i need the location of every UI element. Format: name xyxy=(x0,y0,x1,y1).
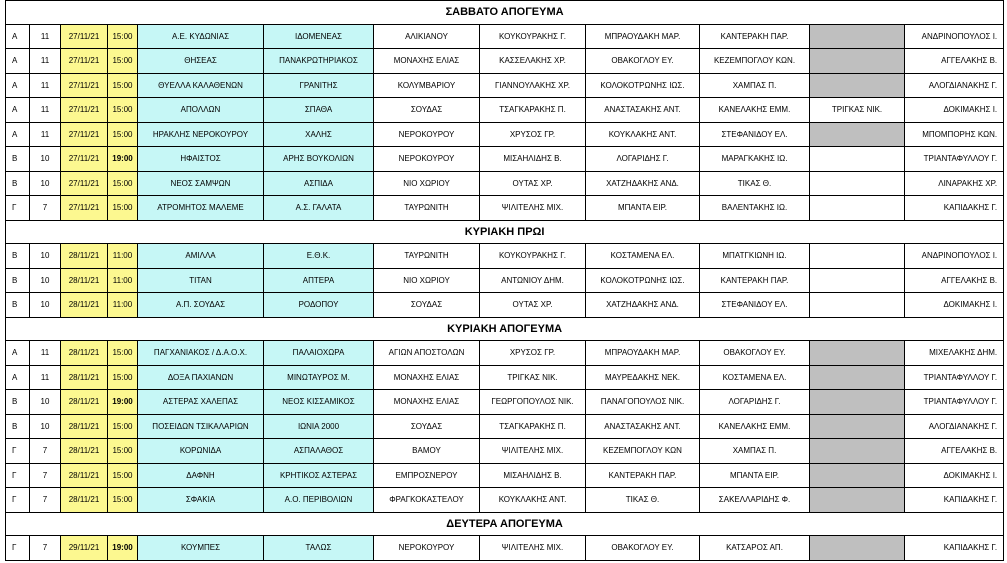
age-cell: 10 xyxy=(30,268,61,293)
division-cell: Γ xyxy=(6,536,30,561)
referee-cell: ΜΙΣΑΗΛΙΔΗΣ Β. xyxy=(480,147,586,172)
away-team-cell: ΑΠΤΕΡΑ xyxy=(264,268,374,293)
match-row xyxy=(6,171,1004,196)
assistant-2-cell: ΛΟΓΑΡΙΔΗΣ Γ. xyxy=(700,390,810,415)
match-row xyxy=(6,196,1004,221)
referee-cell: ΤΡΙΓΚΑΣ ΝΙΚ. xyxy=(480,365,586,390)
date-cell: 27/11/21 xyxy=(61,49,108,74)
time-cell: 15:00 xyxy=(108,49,138,74)
observer-cell: ΜΠΟΜΠΟΡΗΣ ΚΩΝ. xyxy=(905,122,1004,147)
division-cell: Α xyxy=(6,73,30,98)
assistant-2-cell: ΚΟΣΤΑΜΕΝΑ ΕΛ. xyxy=(700,365,810,390)
fourth-official-cell xyxy=(810,147,905,172)
assistant-2-cell: ΚΑΤΣΑΡΟΣ ΑΠ. xyxy=(700,536,810,561)
division-cell: Β xyxy=(6,293,30,318)
time-cell: 19:00 xyxy=(108,536,138,561)
age-cell: 7 xyxy=(30,463,61,488)
home-team-cell: ΚΟΥΜΠΕΣ xyxy=(138,536,264,561)
time-cell: 15:00 xyxy=(108,414,138,439)
fourth-official-cell xyxy=(810,49,905,74)
age-cell: 7 xyxy=(30,196,61,221)
home-team-cell: ΑΜΙΛΛΑ xyxy=(138,244,264,269)
match-row xyxy=(6,244,1004,269)
fourth-official-cell xyxy=(810,439,905,464)
assistant-1-cell: ΧΑΤΖΗΔΑΚΗΣ ΑΝΔ. xyxy=(586,171,700,196)
observer-cell: ΑΛΟΓΔΙΑΝΑΚΗΣ Γ. xyxy=(905,73,1004,98)
fourth-official-cell xyxy=(810,293,905,318)
assistant-2-cell: ΣΑΚΕΛΛΑΡΙΔΗΣ Φ. xyxy=(700,488,810,513)
observer-cell: ΔΟΚΙΜΑΚΗΣ Ι. xyxy=(905,98,1004,123)
age-cell: 11 xyxy=(30,24,61,49)
division-cell: Γ xyxy=(6,439,30,464)
time-cell: 15:00 xyxy=(108,24,138,49)
assistant-1-cell: ΜΠΡΑΟΥΔΑΚΗ ΜΑΡ. xyxy=(586,341,700,366)
match-row xyxy=(6,341,1004,366)
assistant-2-cell: ΚΑΝΤΕΡΑΚΗ ΠΑΡ. xyxy=(700,24,810,49)
venue-cell: ΝΕΡΟΚΟΥΡΟΥ xyxy=(374,147,480,172)
observer-cell: ΚΑΠΙΔΑΚΗΣ Γ. xyxy=(905,196,1004,221)
division-cell: Α xyxy=(6,24,30,49)
fourth-official-cell xyxy=(810,196,905,221)
observer-cell: ΑΓΓΕΛΑΚΗΣ Β. xyxy=(905,268,1004,293)
age-cell: 10 xyxy=(30,293,61,318)
away-team-cell: ΙΔΟΜΕΝΕΑΣ xyxy=(264,24,374,49)
referee-cell: ΚΟΥΚΟΥΡΑΚΗΣ Γ. xyxy=(480,244,586,269)
assistant-1-cell: ΚΕΖΕΜΠΟΓΛΟΥ ΚΩΝ xyxy=(586,439,700,464)
away-team-cell: Α.Ο. ΠΕΡΙΒΟΛΙΩΝ xyxy=(264,488,374,513)
referee-cell: ΚΟΥΚΟΥΡΑΚΗΣ Γ. xyxy=(480,24,586,49)
match-row xyxy=(6,439,1004,464)
assistant-2-cell: ΧΑΜΠΑΣ Π. xyxy=(700,439,810,464)
time-cell: 19:00 xyxy=(108,390,138,415)
assistant-1-cell: ΛΟΓΑΡΙΔΗΣ Γ. xyxy=(586,147,700,172)
venue-cell: ΦΡΑΓΚΟΚΑΣΤΕΛΟΥ xyxy=(374,488,480,513)
section-header-row xyxy=(6,220,1004,244)
division-cell: Β xyxy=(6,390,30,415)
venue-cell: ΤΑΥΡΩΝΙΤΗ xyxy=(374,196,480,221)
referee-cell: ΟΥΤΑΣ ΧΡ. xyxy=(480,293,586,318)
assistant-2-cell: ΜΠΑΝΤΑ ΕΙΡ. xyxy=(700,463,810,488)
assistant-1-cell: ΜΑΥΡΕΔΑΚΗΣ ΝΕΚ. xyxy=(586,365,700,390)
assistant-2-cell: ΒΑΛΕΝΤΑΚΗΣ ΙΩ. xyxy=(700,196,810,221)
away-team-cell: ΓΡΑΝΙΤΗΣ xyxy=(264,73,374,98)
date-cell: 27/11/21 xyxy=(61,196,108,221)
assistant-2-cell: ΜΑΡΑΓΚΑΚΗΣ ΙΩ. xyxy=(700,147,810,172)
section-title: ΚΥΡΙΑΚΗ ΑΠΟΓΕΥΜΑ xyxy=(6,317,1004,341)
fourth-official-cell xyxy=(810,488,905,513)
assistant-1-cell: ΟΒΑΚΟΓΛΟΥ ΕΥ. xyxy=(586,49,700,74)
assistant-2-cell: ΜΠΑΤΓΚΙΩΝΗ ΙΩ. xyxy=(700,244,810,269)
assistant-2-cell: ΧΑΜΠΑΣ Π. xyxy=(700,73,810,98)
date-cell: 27/11/21 xyxy=(61,122,108,147)
referee-cell: ΓΕΩΡΓΟΠΟΥΛΟΣ ΝΙΚ. xyxy=(480,390,586,415)
fourth-official-cell xyxy=(810,390,905,415)
observer-cell: ΤΡΙΑΝΤΑΦΥΛΛΟΥ Γ. xyxy=(905,147,1004,172)
referee-cell: ΚΟΥΚΛΑΚΗΣ ΑΝΤ. xyxy=(480,488,586,513)
date-cell: 28/11/21 xyxy=(61,463,108,488)
assistant-1-cell: ΑΝΑΣΤΑΣΑΚΗΣ ΑΝΤ. xyxy=(586,414,700,439)
match-row xyxy=(6,24,1004,49)
match-row xyxy=(6,536,1004,561)
date-cell: 28/11/21 xyxy=(61,414,108,439)
venue-cell: ΝΙΟ ΧΩΡΙΟΥ xyxy=(374,171,480,196)
away-team-cell: Α.Σ. ΓΑΛΑΤΑ xyxy=(264,196,374,221)
referee-cell: ΨΙΛΙΤΕΛΗΣ ΜΙΧ. xyxy=(480,439,586,464)
age-cell: 10 xyxy=(30,414,61,439)
home-team-cell: ΗΡΑΚΛΗΣ ΝΕΡΟΚΟΥΡΟΥ xyxy=(138,122,264,147)
time-cell: 15:00 xyxy=(108,365,138,390)
away-team-cell: ΙΩΝΙΑ 2000 xyxy=(264,414,374,439)
observer-cell: ΑΝΔΡΙΝΟΠΟΥΛΟΣ Ι. xyxy=(905,244,1004,269)
date-cell: 28/11/21 xyxy=(61,390,108,415)
venue-cell: ΜΟΝΑΧΗΣ ΕΛΙΑΣ xyxy=(374,365,480,390)
fourth-official-cell xyxy=(810,244,905,269)
venue-cell: ΤΑΥΡΩΝΙΤΗ xyxy=(374,244,480,269)
observer-cell: ΔΟΚΙΜΑΚΗΣ Ι. xyxy=(905,463,1004,488)
home-team-cell: Α.Ε. ΚΥΔΩΝΙΑΣ xyxy=(138,24,264,49)
venue-cell: ΜΟΝΑΧΗΣ ΕΛΙΑΣ xyxy=(374,390,480,415)
home-team-cell: ΗΦΑΙΣΤΟΣ xyxy=(138,147,264,172)
assistant-1-cell: ΑΝΑΣΤΑΣΑΚΗΣ ΑΝΤ. xyxy=(586,98,700,123)
time-cell: 11:00 xyxy=(108,293,138,318)
assistant-2-cell: ΣΤΕΦΑΝΙΔΟΥ ΕΛ. xyxy=(700,122,810,147)
away-team-cell: ΑΡΗΣ ΒΟΥΚΟΛΙΩΝ xyxy=(264,147,374,172)
observer-cell: ΑΝΔΡΙΝΟΠΟΥΛΟΣ Ι. xyxy=(905,24,1004,49)
date-cell: 28/11/21 xyxy=(61,439,108,464)
time-cell: 15:00 xyxy=(108,171,138,196)
referee-cell: ΧΡΥΣΟΣ ΓΡ. xyxy=(480,341,586,366)
time-cell: 15:00 xyxy=(108,341,138,366)
venue-cell: ΜΟΝΑΧΗΣ ΕΛΙΑΣ xyxy=(374,49,480,74)
time-cell: 15:00 xyxy=(108,439,138,464)
home-team-cell: ΑΠΟΛΛΩΝ xyxy=(138,98,264,123)
assistant-2-cell: ΟΒΑΚΟΓΛΟΥ ΕΥ. xyxy=(700,341,810,366)
home-team-cell: ΝΕΟΣ ΣΑΜΨΩΝ xyxy=(138,171,264,196)
away-team-cell: ΤΑΛΩΣ xyxy=(264,536,374,561)
date-cell: 27/11/21 xyxy=(61,171,108,196)
referee-cell: ΤΣΑΓΚΑΡΑΚΗΣ Π. xyxy=(480,414,586,439)
venue-cell: ΕΜΠΡΟΣΝΕΡΟΥ xyxy=(374,463,480,488)
match-row xyxy=(6,49,1004,74)
observer-cell: ΜΙΧΕΛΑΚΗΣ ΔΗΜ. xyxy=(905,341,1004,366)
match-row xyxy=(6,463,1004,488)
time-cell: 15:00 xyxy=(108,98,138,123)
referee-cell: ΨΙΛΙΤΕΛΗΣ ΜΙΧ. xyxy=(480,196,586,221)
home-team-cell: ΣΦΑΚΙΑ xyxy=(138,488,264,513)
assistant-1-cell: ΤΙΚΑΣ Θ. xyxy=(586,488,700,513)
home-team-cell: ΠΟΣΕΙΔΩΝ ΤΣΙΚΑΛΑΡΙΩΝ xyxy=(138,414,264,439)
time-cell: 15:00 xyxy=(108,73,138,98)
date-cell: 28/11/21 xyxy=(61,341,108,366)
assistant-1-cell: ΚΟΛΟΚΟΤΡΩΝΗΣ ΙΩΣ. xyxy=(586,73,700,98)
venue-cell: ΣΟΥΔΑΣ xyxy=(374,293,480,318)
date-cell: 27/11/21 xyxy=(61,24,108,49)
venue-cell: ΝΙΟ ΧΩΡΙΟΥ xyxy=(374,268,480,293)
match-row xyxy=(6,122,1004,147)
section-header-row xyxy=(6,1,1004,25)
assistant-2-cell: ΚΑΝΕΛΑΚΗΣ ΕΜΜ. xyxy=(700,414,810,439)
date-cell: 28/11/21 xyxy=(61,244,108,269)
section-title: ΣΑΒΒΑΤΟ ΑΠΟΓΕΥΜΑ xyxy=(6,1,1004,25)
division-cell: Β xyxy=(6,171,30,196)
home-team-cell: Α.Π. ΣΟΥΔΑΣ xyxy=(138,293,264,318)
observer-cell: ΑΓΓΕΛΑΚΗΣ Β. xyxy=(905,49,1004,74)
time-cell: 15:00 xyxy=(108,488,138,513)
match-row xyxy=(6,147,1004,172)
away-team-cell: ΚΡΗΤΙΚΟΣ ΑΣΤΕΡΑΣ xyxy=(264,463,374,488)
schedule-body xyxy=(6,1,1004,561)
away-team-cell: ΧΑΛΗΣ xyxy=(264,122,374,147)
division-cell: Α xyxy=(6,122,30,147)
away-team-cell: ΠΑΝΑΚΡΩΤΗΡΙΑΚΟΣ xyxy=(264,49,374,74)
section-title: ΚΥΡΙΑΚΗ ΠΡΩΙ xyxy=(6,220,1004,244)
assistant-2-cell: ΚΕΖΕΜΠΟΓΛΟΥ ΚΩΝ. xyxy=(700,49,810,74)
fourth-official-cell xyxy=(810,341,905,366)
home-team-cell: ΑΣΤΕΡΑΣ ΧΑΛΕΠΑΣ xyxy=(138,390,264,415)
fourth-official-cell: ΤΡΙΓΚΑΣ ΝΙΚ. xyxy=(810,98,905,123)
assistant-2-cell: ΚΑΝΤΕΡΑΚΗ ΠΑΡ. xyxy=(700,268,810,293)
match-row xyxy=(6,293,1004,318)
time-cell: 11:00 xyxy=(108,244,138,269)
fourth-official-cell xyxy=(810,122,905,147)
age-cell: 11 xyxy=(30,365,61,390)
home-team-cell: ΔΟΞΑ ΠΑΧΙΑΝΩΝ xyxy=(138,365,264,390)
fourth-official-cell xyxy=(810,414,905,439)
observer-cell: ΤΡΙΑΝΤΑΦΥΛΛΟΥ Γ. xyxy=(905,365,1004,390)
venue-cell: ΣΟΥΔΑΣ xyxy=(374,414,480,439)
division-cell: Β xyxy=(6,147,30,172)
observer-cell: ΛΙΝΑΡΑΚΗΣ ΧΡ. xyxy=(905,171,1004,196)
age-cell: 11 xyxy=(30,98,61,123)
match-row xyxy=(6,414,1004,439)
fourth-official-cell xyxy=(810,365,905,390)
match-row xyxy=(6,390,1004,415)
away-team-cell: ΣΠΑΘΑ xyxy=(264,98,374,123)
time-cell: 15:00 xyxy=(108,196,138,221)
match-row xyxy=(6,488,1004,513)
assistant-1-cell: ΟΒΑΚΟΓΛΟΥ ΕΥ. xyxy=(586,536,700,561)
home-team-cell: ΚΟΡΩΝΙΔΑ xyxy=(138,439,264,464)
observer-cell: ΚΑΠΙΔΑΚΗΣ Γ. xyxy=(905,488,1004,513)
match-row xyxy=(6,73,1004,98)
division-cell: Γ xyxy=(6,463,30,488)
referee-cell: ΚΑΣΣΕΛΑΚΗΣ ΧΡ. xyxy=(480,49,586,74)
section-header-row xyxy=(6,317,1004,341)
referee-cell: ΤΣΑΓΚΑΡΑΚΗΣ Π. xyxy=(480,98,586,123)
away-team-cell: ΜΙΝΩΤΑΥΡΟΣ Μ. xyxy=(264,365,374,390)
assistant-1-cell: ΜΠΡΑΟΥΔΑΚΗ ΜΑΡ. xyxy=(586,24,700,49)
assistant-1-cell: ΚΟΣΤΑΜΕΝΑ ΕΛ. xyxy=(586,244,700,269)
date-cell: 28/11/21 xyxy=(61,365,108,390)
section-title: ΔΕΥΤΕΡΑ ΑΠΟΓΕΥΜΑ xyxy=(6,512,1004,536)
observer-cell: ΑΛΟΓΔΙΑΝΑΚΗΣ Γ. xyxy=(905,414,1004,439)
age-cell: 10 xyxy=(30,171,61,196)
schedule-table xyxy=(5,0,1004,561)
assistant-2-cell: ΤΙΚΑΣ Θ. xyxy=(700,171,810,196)
assistant-1-cell: ΚΑΝΤΕΡΑΚΗ ΠΑΡ. xyxy=(586,463,700,488)
home-team-cell: ΘΥΕΛΛΑ ΚΑΛΑΘΕΝΩΝ xyxy=(138,73,264,98)
away-team-cell: ΝΕΟΣ ΚΙΣΣΑΜΙΚΟΣ xyxy=(264,390,374,415)
away-team-cell: ΑΣΠΙΔΑ xyxy=(264,171,374,196)
referee-cell: ΟΥΤΑΣ ΧΡ. xyxy=(480,171,586,196)
away-team-cell: Ε.Θ.Κ. xyxy=(264,244,374,269)
age-cell: 11 xyxy=(30,341,61,366)
age-cell: 10 xyxy=(30,390,61,415)
date-cell: 27/11/21 xyxy=(61,147,108,172)
age-cell: 7 xyxy=(30,439,61,464)
age-cell: 11 xyxy=(30,122,61,147)
fourth-official-cell xyxy=(810,268,905,293)
division-cell: Β xyxy=(6,414,30,439)
fourth-official-cell xyxy=(810,73,905,98)
venue-cell: ΒΑΜΟΥ xyxy=(374,439,480,464)
observer-cell: ΔΟΚΙΜΑΚΗΣ Ι. xyxy=(905,293,1004,318)
venue-cell: ΝΕΡΟΚΟΥΡΟΥ xyxy=(374,122,480,147)
date-cell: 27/11/21 xyxy=(61,98,108,123)
away-team-cell: ΡΟΔΟΠΟΥ xyxy=(264,293,374,318)
venue-cell: ΑΓΙΩΝ ΑΠΟΣΤΟΛΩΝ xyxy=(374,341,480,366)
assistant-2-cell: ΣΤΕΦΑΝΙΔΟΥ ΕΛ. xyxy=(700,293,810,318)
venue-cell: ΝΕΡΟΚΟΥΡΟΥ xyxy=(374,536,480,561)
fourth-official-cell xyxy=(810,536,905,561)
age-cell: 10 xyxy=(30,147,61,172)
referee-cell: ΓΙΑΝΝΟΥΛΑΚΗΣ ΧΡ. xyxy=(480,73,586,98)
referee-cell: ΜΙΣΑΗΛΙΔΗΣ Β. xyxy=(480,463,586,488)
division-cell: Α xyxy=(6,341,30,366)
section-header-row xyxy=(6,512,1004,536)
observer-cell: ΚΑΠΙΔΑΚΗΣ Γ. xyxy=(905,536,1004,561)
division-cell: Β xyxy=(6,268,30,293)
age-cell: 7 xyxy=(30,488,61,513)
time-cell: 11:00 xyxy=(108,268,138,293)
away-team-cell: ΑΣΠΑΛΑΘΟΣ xyxy=(264,439,374,464)
date-cell: 28/11/21 xyxy=(61,488,108,513)
assistant-1-cell: ΜΠΑΝΤΑ ΕΙΡ. xyxy=(586,196,700,221)
venue-cell: ΣΟΥΔΑΣ xyxy=(374,98,480,123)
assistant-1-cell: ΚΟΛΟΚΟΤΡΩΝΗΣ ΙΩΣ. xyxy=(586,268,700,293)
away-team-cell: ΠΑΛΑΙΟΧΩΡΑ xyxy=(264,341,374,366)
fourth-official-cell xyxy=(810,463,905,488)
date-cell: 28/11/21 xyxy=(61,293,108,318)
date-cell: 28/11/21 xyxy=(61,268,108,293)
age-cell: 11 xyxy=(30,73,61,98)
division-cell: Γ xyxy=(6,488,30,513)
venue-cell: ΚΟΛΥΜΒΑΡΙΟΥ xyxy=(374,73,480,98)
home-team-cell: ΔΑΦΝΗ xyxy=(138,463,264,488)
age-cell: 10 xyxy=(30,244,61,269)
home-team-cell: ΑΤΡΟΜΗΤΟΣ ΜΑΛΕΜΕ xyxy=(138,196,264,221)
venue-cell: ΑΛΙΚΙΑΝΟΥ xyxy=(374,24,480,49)
referee-cell: ΑΝΤΩΝΙΟΥ ΔΗΜ. xyxy=(480,268,586,293)
home-team-cell: ΠΑΓΧΑΝΙΑΚΟΣ / Δ.Α.Ο.Χ. xyxy=(138,341,264,366)
time-cell: 15:00 xyxy=(108,463,138,488)
referee-cell: ΨΙΛΙΤΕΛΗΣ ΜΙΧ. xyxy=(480,536,586,561)
time-cell: 15:00 xyxy=(108,122,138,147)
observer-cell: ΤΡΙΑΝΤΑΦΥΛΛΟΥ Γ. xyxy=(905,390,1004,415)
assistant-1-cell: ΠΑΝΑΓΟΠΟΥΛΟΣ ΝΙΚ. xyxy=(586,390,700,415)
age-cell: 7 xyxy=(30,536,61,561)
division-cell: Β xyxy=(6,244,30,269)
home-team-cell: ΤΙΤΑΝ xyxy=(138,268,264,293)
fourth-official-cell xyxy=(810,24,905,49)
date-cell: 29/11/21 xyxy=(61,536,108,561)
age-cell: 11 xyxy=(30,49,61,74)
assistant-1-cell: ΧΑΤΖΗΔΑΚΗΣ ΑΝΔ. xyxy=(586,293,700,318)
home-team-cell: ΘΗΣΕΑΣ xyxy=(138,49,264,74)
division-cell: Γ xyxy=(6,196,30,221)
division-cell: Α xyxy=(6,98,30,123)
division-cell: Α xyxy=(6,49,30,74)
time-cell: 19:00 xyxy=(108,147,138,172)
assistant-2-cell: ΚΑΝΕΛΑΚΗΣ ΕΜΜ. xyxy=(700,98,810,123)
match-row xyxy=(6,98,1004,123)
match-row xyxy=(6,268,1004,293)
division-cell: Α xyxy=(6,365,30,390)
date-cell: 27/11/21 xyxy=(61,73,108,98)
fourth-official-cell xyxy=(810,171,905,196)
referee-cell: ΧΡΥΣΟΣ ΓΡ. xyxy=(480,122,586,147)
match-row xyxy=(6,365,1004,390)
observer-cell: ΑΓΓΕΛΑΚΗΣ Β. xyxy=(905,439,1004,464)
assistant-1-cell: ΚΟΥΚΛΑΚΗΣ ΑΝΤ. xyxy=(586,122,700,147)
